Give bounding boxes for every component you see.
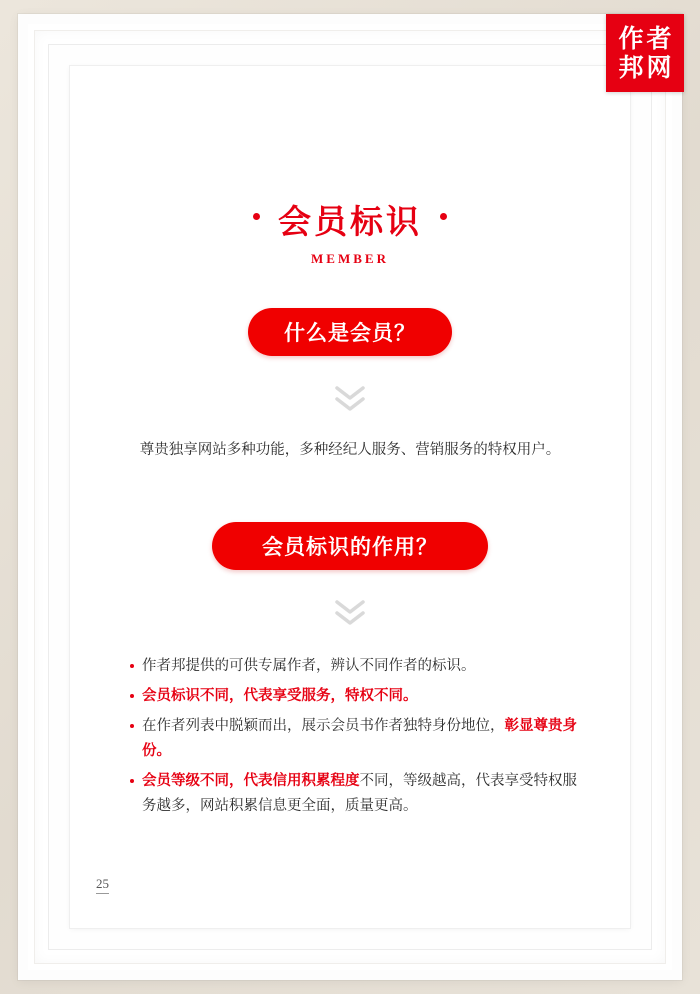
list-item-text-highlight: 彰显尊贵身份。 (142, 717, 577, 759)
double-chevron-down-icon-2 (333, 598, 367, 628)
list-item-text: 不同，等级越高，代表享受特权服务越多，网站积累信息更全面，质量更高。 (142, 772, 577, 814)
double-chevron-down-icon (333, 384, 367, 414)
brand-logo-badge (606, 14, 684, 92)
list-item-text-highlight: 会员等级不同， (142, 772, 244, 789)
slide-card (70, 66, 630, 928)
list-item (130, 654, 578, 679)
list-item-text-highlight-2: 代表信用积累程度 (243, 772, 360, 789)
list-item (130, 684, 578, 709)
list-item-text: 作者邦提供的可供专属作者，辨认不同作者的标识。 (142, 658, 476, 674)
section-heading-member-badge-role: 会员标识的作用？ (212, 522, 488, 570)
page-subtitle-text: MEMBER (311, 251, 389, 266)
page-number: 25 (96, 877, 109, 894)
section-heading-what-is-member: 什么是会员？ (248, 308, 452, 356)
title-dot-right-icon (440, 213, 447, 220)
brand-logo-line-2: 邦网 (618, 53, 675, 82)
benefits-list (130, 654, 578, 824)
page-title-text: 会员标识 (278, 202, 422, 241)
page-title (70, 196, 630, 267)
list-item-text: 会员标识不同，代表享受服务，特权不同。 (142, 687, 418, 704)
list-item-text: 在作者列表中脱颖而出，展示会员书作者独特身份地位， (142, 717, 505, 734)
member-definition-paragraph: 尊贵独享网站多种功能，多种经纪人服务、营销服务的特权用户。 (139, 442, 561, 458)
brand-logo-line-1: 作者 (618, 23, 675, 53)
list-item (130, 769, 578, 819)
title-dot-left-icon (253, 213, 260, 220)
list-item (130, 714, 578, 764)
